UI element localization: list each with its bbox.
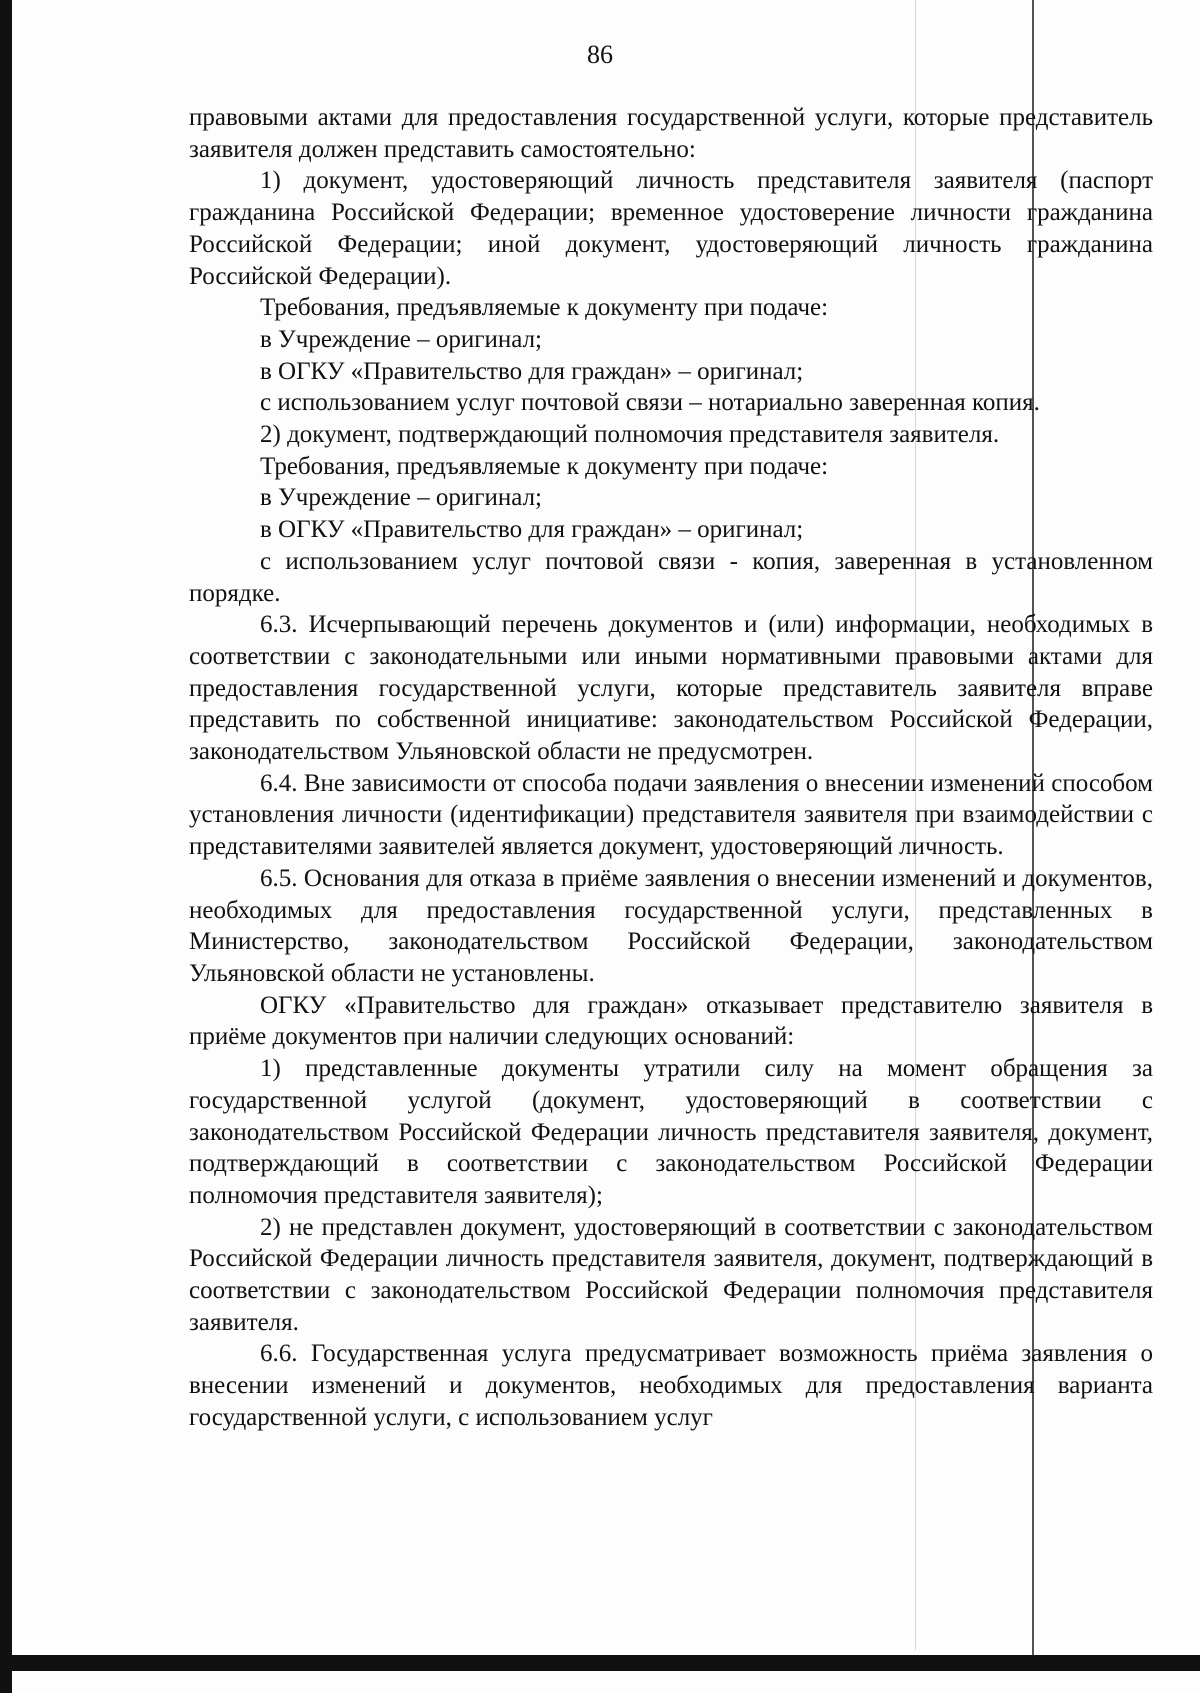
- scan-bottom-bar: [0, 1655, 1200, 1671]
- paragraph: в ОГКУ «Правительство для граждан» – оригинал;: [260, 516, 804, 544]
- paragraph: 2) не представлен документ, удостоверяющий в соответствии с законодательством Российской Федерации личность представителя заявителя, документ, подтверждающий в соответствии с законодательством Российской Федерации полномочия представителя заявителя.: [189, 1213, 1153, 1336]
- paragraph: 6.5. Основания для отказа в приёме заявления о внесении изменений и документов, необходимых для предоставления государственной услуги, представленных в Министерство, законодательством Российской Федерации, законодательством Ульяновской области не установлены.: [189, 864, 1153, 987]
- document-body: [189, 102, 1153, 1434]
- paragraph: ОГКУ «Правительство для граждан» отказывает представителю заявителя в приёме документов при наличии следующих оснований:: [189, 991, 1153, 1051]
- paragraph: с использованием услуг почтовой связи – нотариально заверенная копия.: [260, 389, 1040, 417]
- page-number: 86: [587, 40, 613, 69]
- paragraph: 1) представленные документы утратили силу на момент обращения за государственной услугой (документ, удостоверяющий в соответствии с законодательством Российской Федерации личность представителя заявителя, документ, подтверждающий в соответствии с законодательством Российской Федерации полномочия представителя заявителя);: [189, 1055, 1153, 1209]
- paragraph: 6.6. Государственная услуга предусматривает возможность приёма заявления о внесении изменений и документов, необходимых для предоставления варианта государственной услуги, с использованием услуг: [189, 1340, 1153, 1431]
- paragraph: 2) документ, подтверждающий полномочия представителя заявителя.: [260, 421, 1000, 449]
- paragraph: 6.4. Вне зависимости от способа подачи заявления о внесении изменений способом установления личности (идентификации) представителя заявителя при взаимодействии с представителями заявителей является документ, удостоверяющий личность.: [189, 769, 1153, 861]
- paragraph: 1) документ, удостоверяющий личность представителя заявителя (паспорт гражданина Российской Федерации; временное удостоверение личности гражданина Российской Федерации; иной документ, удостоверяющий личность гражданина Российской Федерации).: [189, 167, 1153, 290]
- paragraph: в Учреждение – оригинал;: [260, 325, 542, 353]
- paragraph: правовыми актами для предоставления государственной услуги, которые представитель заявителя должен представить самостоятельно:: [189, 104, 1153, 163]
- paragraph: 6.3. Исчерпывающий перечень документов и (или) информации, необходимых в соответствии с законодательными или иными нормативными правовыми актами для предоставления государственной услуги, которые представитель заявителя вправе представить по собственной инициативе: законодательством Российской Федерации, законодательством Ульяновской области не предусмотрен.: [189, 611, 1153, 766]
- paragraph: Требования, предъявляемые к документу при подаче:: [260, 452, 829, 480]
- paragraph: Требования, предъявляемые к документу при подаче:: [260, 294, 829, 322]
- paragraph: в ОГКУ «Правительство для граждан» – оригинал;: [260, 357, 804, 385]
- paragraph: в Учреждение – оригинал;: [260, 484, 542, 512]
- scan-left-edge: [0, 0, 12, 1693]
- paragraph: с использованием услуг почтовой связи - копия, заверенная в установленном порядке.: [189, 547, 1153, 607]
